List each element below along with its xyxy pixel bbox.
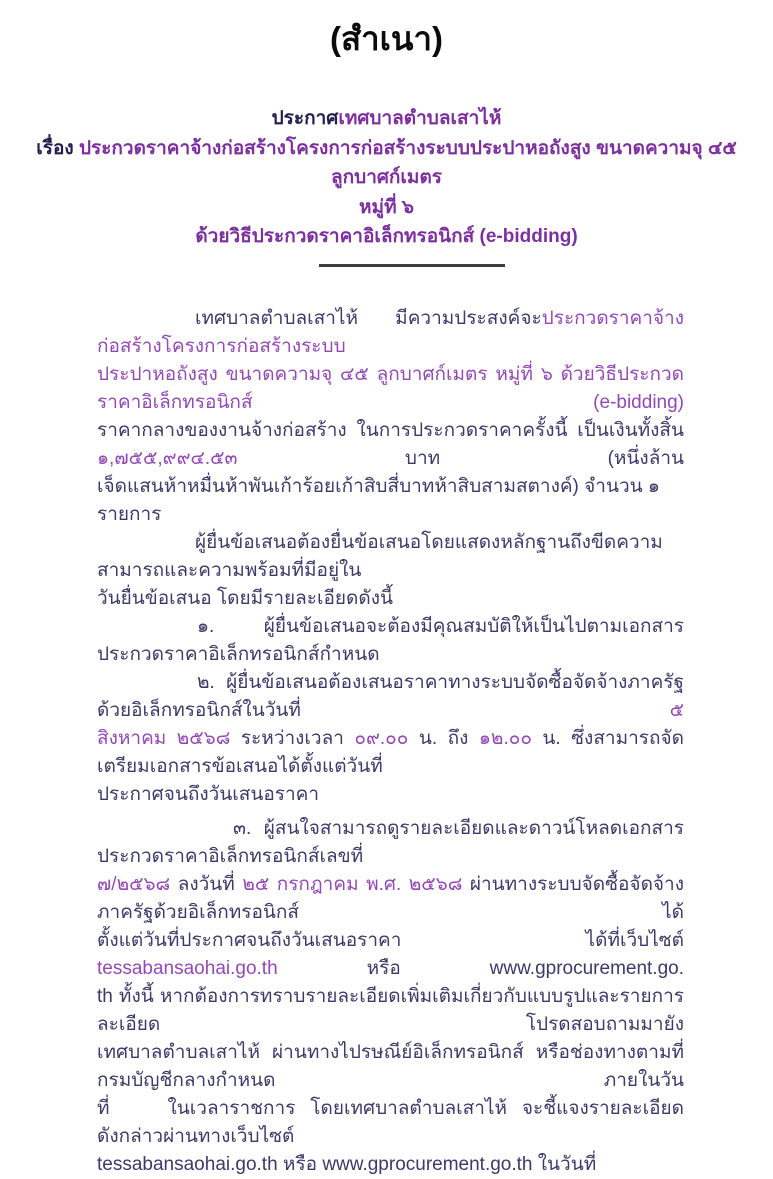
highlight-text: ประกวดราคาจ้างก่อสร้างโครงการก่อสร้างระบบ bbox=[97, 308, 684, 357]
highlight-text: ๗/๒๕๖๘ bbox=[97, 874, 171, 895]
text-line bbox=[97, 1095, 684, 1151]
text-segment: ผ่านทางระบบจัดซื้อจัดจ้างภาครัฐด้วยอิเล็กทรอนิกส์ ได้ bbox=[97, 874, 684, 923]
text-segment: เรื่อง bbox=[36, 137, 79, 159]
text-segment: ราคากลางของงานจ้างก่อสร้าง ในการประกวดราคาครั้งนี้ เป็นเงินทั้งสิ้น bbox=[97, 420, 684, 441]
text-line bbox=[97, 781, 684, 809]
text-line bbox=[97, 725, 684, 781]
website-link: tessabansaohai.go.th bbox=[97, 958, 278, 979]
text-segment: วันยื่นข้อเสนอ โดยมีรายละเอียดดังนี้ bbox=[97, 588, 393, 609]
heading-line bbox=[27, 104, 747, 134]
heading-line bbox=[27, 222, 747, 252]
text-segment: เทศบาลตำบลเสาไห้ มีความประสงค์จะ bbox=[195, 308, 542, 329]
text-segment: ประกาศจนถึงวันเสนอราคา bbox=[97, 784, 320, 805]
text-line bbox=[97, 1151, 684, 1179]
heading-line bbox=[27, 134, 747, 193]
highlight-text: ๕ bbox=[669, 700, 684, 721]
text-line bbox=[97, 613, 684, 669]
highlight-text: หมู่ที่ ๖ bbox=[359, 196, 414, 218]
text-segment: ประกาศ bbox=[271, 108, 339, 129]
text-segment: น. ซึ่งสามารถจัดเตรียมเอกสารข้อเสนอได้ตั้งแต่วันที่ bbox=[97, 728, 684, 777]
text-segment: ที่ bbox=[97, 1098, 110, 1119]
text-segment: เจ็ดแสนห้าหมื่นห้าพันเก้าร้อยเก้าสิบสี่บาทห้าสิบสามสตางค์) จำนวน ๑ รายการ bbox=[97, 476, 660, 525]
text-segment: tessabansaohai.go.th หรือ www.gprocurement.go.th ในวันที่ bbox=[97, 1154, 597, 1175]
highlight-text: ๑,๗๕๕,๙๙๔.๕๓ bbox=[97, 448, 238, 469]
announcement-heading bbox=[27, 104, 747, 252]
text-line bbox=[97, 871, 684, 927]
text-line bbox=[97, 585, 684, 613]
text-segment: ๒. ผู้ยื่นข้อเสนอต้องเสนอราคาทางระบบจัดซื้อจัดจ้างภาครัฐด้วยอิเล็กทรอนิกส์ในวันที่ bbox=[97, 672, 684, 721]
text-line bbox=[97, 1039, 684, 1095]
text-segment: ผู้ยื่นข้อเสนอต้องยื่นข้อเสนอโดยแสดงหลักฐานถึงขีดความสามารถและความพร้อมที่มีอยู่ใน bbox=[97, 532, 663, 581]
text-line bbox=[97, 305, 684, 361]
text-segment: น. ถึง bbox=[408, 728, 479, 749]
copy-label: (สำเนา) bbox=[329, 20, 444, 57]
text-line bbox=[97, 669, 684, 725]
highlight-text: ๑๒.๐๐ bbox=[478, 728, 532, 749]
heading-divider bbox=[319, 264, 505, 267]
text-line bbox=[97, 529, 684, 585]
text-segment: ระหว่างเวลา bbox=[230, 728, 355, 749]
text-segment: ๑. ผู้ยื่นข้อเสนอจะต้องมีคุณสมบัติให้เป็นไปตามเอกสารประกวดราคาอิเล็กทรอนิกส์กำหนด bbox=[97, 616, 684, 665]
text-segment: บาท (หนึ่งล้าน bbox=[237, 448, 684, 469]
text-line bbox=[97, 473, 684, 529]
text-segment: ในเวลาราชการ โดยเทศบาลตำบลเสาไห้ จะชี้แจงรายละเอียดดังกล่าวผ่านทางเว็บไซต์ bbox=[97, 1098, 684, 1147]
text-segment: ตั้งแต่วันที่ประกาศจนถึงวันเสนอราคา ได้ที่เว็บไซต์ bbox=[97, 930, 684, 951]
text-segment: ๓. ผู้สนใจสามารถดูรายละเอียดและดาวน์โหลดเอกสารประกวดราคาอิเล็กทรอนิกส์เลขที่ bbox=[97, 818, 684, 867]
text-segment: หรือ www.gprocurement.go. bbox=[277, 958, 684, 979]
text-line bbox=[97, 417, 684, 473]
highlight-text: เทศบาลตำบลเสาไห้ bbox=[338, 108, 502, 129]
text-segment: th ทั้งนี้ หากต้องการทราบรายละเอียดเพิ่มเติมเกี่ยวกับแบบรูปและรายการละเอียด โปรดสอบถามมายัง bbox=[97, 986, 684, 1035]
highlight-text: ประปาหอถังสูง ขนาดความจุ ๔๕ ลูกบาศก์เมตร หมู่ที่ ๖ ด้วยวิธีประกวดราคาอิเล็กทรอนิกส์ (e-bidding) bbox=[97, 364, 684, 413]
highlight-text: ประกวดราคาจ้างก่อสร้างโครงการก่อสร้างระบบประปาหอถังสูง ขนาดความจุ ๔๕ ลูกบาศก์เมตร bbox=[78, 137, 737, 188]
heading-line bbox=[27, 193, 747, 223]
text-line bbox=[97, 983, 684, 1039]
text-line bbox=[97, 815, 684, 871]
document-body bbox=[97, 305, 684, 1179]
blank-space bbox=[110, 1113, 168, 1114]
text-segment: เทศบาลตำบลเสาไห้ ผ่านทางไปรษณีย์อิเล็กทรอนิกส์ หรือช่องทางตามที่กรมบัญชีกลางกำหนด ภายในวัน bbox=[97, 1042, 684, 1091]
text-line bbox=[97, 927, 684, 983]
text-line bbox=[97, 361, 684, 417]
text-segment: ลงวันที่ bbox=[170, 874, 243, 895]
highlight-text: สิงหาคม ๒๕๖๘ bbox=[97, 728, 231, 749]
highlight-text: ๒๕ กรกฎาคม พ.ศ. ๒๕๖๘ bbox=[242, 874, 463, 895]
highlight-text: ๐๙.๐๐ bbox=[354, 728, 409, 749]
highlight-text: ด้วยวิธีประกวดราคาอิเล็กทรอนิกส์ (e-bidding) bbox=[195, 226, 578, 247]
